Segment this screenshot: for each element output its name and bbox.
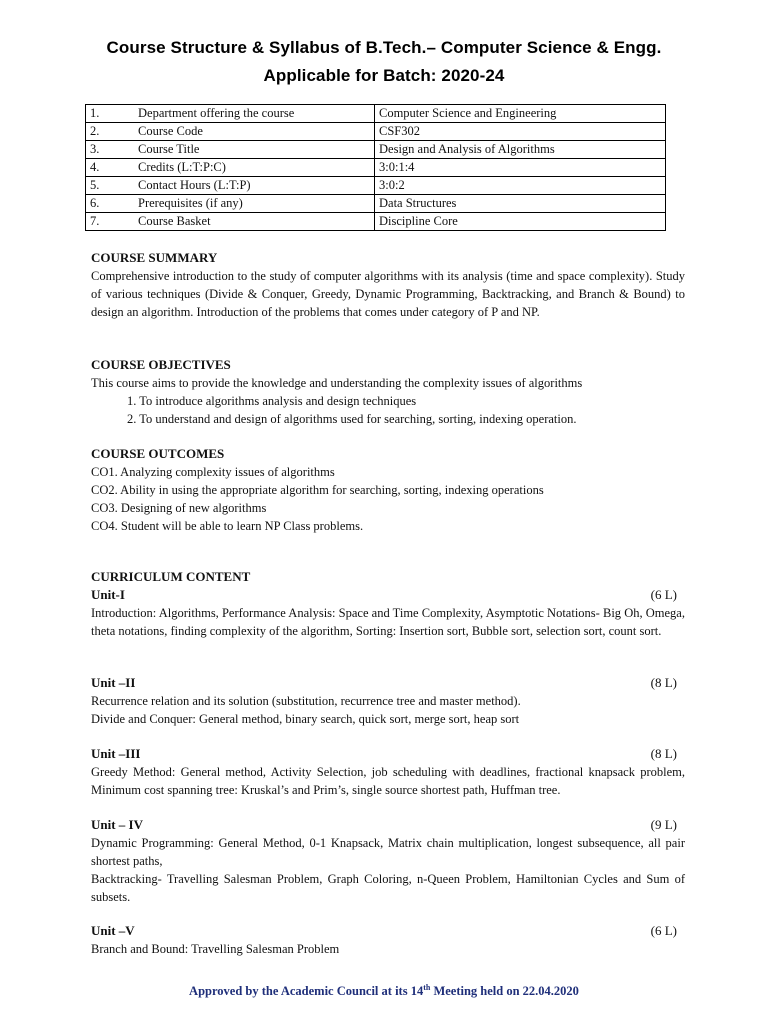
unit-block (91, 586, 685, 640)
curriculum-section (91, 568, 685, 640)
list-item: CO2. Ability in using the appropriate algorithm for searching, sorting, indexing operations (91, 483, 544, 497)
course-info-table (85, 104, 666, 231)
row-value: Data Structures (375, 195, 666, 213)
unit-text: Recurrence relation and its solution (substitution, recurrence tree and master method). (91, 694, 521, 708)
unit-hours: (6 L) (650, 587, 677, 602)
unit-header (91, 586, 685, 604)
unit-header (91, 816, 685, 834)
row-key: Course Title (134, 141, 375, 159)
row-number: 3. (86, 141, 135, 159)
unit-text: Introduction: Algorithms, Performance Analysis: Space and Time Complexity, Asymptotic Notations- Big Oh, Omega, theta notations, finding complexity of the algorithm, Sorting: Insertion sort, Bubble sort, selection sort, count sort. (91, 606, 685, 638)
footer-superscript: th (423, 983, 431, 992)
unit-title: Unit –III (91, 746, 141, 761)
course-objectives-section (91, 356, 685, 428)
row-value: Design and Analysis of Algorithms (375, 141, 666, 159)
table-row (86, 123, 666, 141)
course-summary-section (91, 249, 685, 321)
unit-block (91, 674, 685, 728)
unit-text: Branch and Bound: Travelling Salesman Problem (91, 942, 340, 956)
row-number: 6. (86, 195, 135, 213)
unit-title: Unit – IV (91, 817, 144, 832)
unit-text: Divide and Conquer: General method, binary search, quick sort, merge sort, heap sort (91, 712, 520, 726)
list-item: 2. To understand and design of algorithms used for searching, sorting, indexing operation. (127, 412, 577, 426)
unit-block (91, 745, 685, 799)
unit-title: Unit –II (91, 675, 136, 690)
row-key: Course Basket (134, 213, 375, 231)
approval-footer (0, 983, 768, 999)
table-row (86, 159, 666, 177)
summary-text: Comprehensive introduction to the study of computer algorithms with its analysis (time and space complexity). Study of various techniques (Divide & Conquer, Greedy, Dynamic Programming, Backtracking, and Branch & Bound) to design an algorithm. Introduction of the problems that comes under category of P and NP. (91, 269, 685, 319)
section-heading: COURSE SUMMARY (91, 250, 218, 265)
table-row (86, 213, 666, 231)
row-key: Credits (L:T:P:C) (134, 159, 375, 177)
section-heading: COURSE OBJECTIVES (91, 357, 231, 372)
page-title: Course Structure & Syllabus of B.Tech.– Computer Science & Engg. (106, 38, 662, 57)
row-number: 1. (86, 105, 135, 123)
row-number: 4. (86, 159, 135, 177)
unit-text: Greedy Method: General method, Activity Selection, job scheduling with deadlines, fractional knapsack problem, Minimum cost spanning tree: Kruskal’s and Prim’s, single source shortest path, Huffman tree. (91, 765, 685, 797)
row-key: Contact Hours (L:T:P) (134, 177, 375, 195)
row-key: Department offering the course (134, 105, 375, 123)
row-value: Computer Science and Engineering (375, 105, 666, 123)
row-key: Course Code (134, 123, 375, 141)
list-item: CO3. Designing of new algorithms (91, 501, 267, 515)
unit-title: Unit –V (91, 923, 135, 938)
table-row (86, 141, 666, 159)
unit-title: Unit-I (91, 587, 125, 602)
unit-block (91, 816, 685, 906)
row-value: 3:0:2 (375, 177, 666, 195)
row-number: 7. (86, 213, 135, 231)
table-row (86, 177, 666, 195)
course-outcomes-section (91, 445, 685, 535)
table-row (86, 105, 666, 123)
list-item: CO1. Analyzing complexity issues of algorithms (91, 465, 335, 479)
row-value: CSF302 (375, 123, 666, 141)
unit-hours: (8 L) (650, 675, 677, 690)
table-row (86, 195, 666, 213)
row-value: 3:0:1:4 (375, 159, 666, 177)
list-item: CO4. Student will be able to learn NP Class problems. (91, 519, 364, 533)
footer-text-end: Meeting held on 22.04.2020 (430, 984, 579, 999)
unit-hours: (9 L) (650, 817, 677, 832)
unit-hours: (8 L) (650, 746, 677, 761)
row-key: Prerequisites (if any) (134, 195, 375, 213)
row-number: 5. (86, 177, 135, 195)
footer-text: Approved by the Academic Council at its 14 (189, 984, 424, 999)
unit-text: Backtracking- Travelling Salesman Problem, Graph Coloring, n-Queen Problem, Hamiltonian Cycles and Sum of subsets. (91, 872, 685, 904)
section-heading: CURRICULUM CONTENT (91, 569, 251, 584)
unit-header (91, 922, 685, 940)
unit-hours: (6 L) (650, 923, 677, 938)
section-heading: COURSE OUTCOMES (91, 446, 225, 461)
unit-header (91, 674, 685, 692)
objectives-intro: This course aims to provide the knowledge and understanding the complexity issues of algorithms (91, 376, 583, 390)
list-item: 1. To introduce algorithms analysis and design techniques (127, 394, 417, 408)
unit-block (91, 922, 685, 958)
row-number: 2. (86, 123, 135, 141)
unit-header (91, 745, 685, 763)
row-value: Discipline Core (375, 213, 666, 231)
page-subtitle: Applicable for Batch: 2020-24 (263, 66, 505, 85)
unit-text: Dynamic Programming: General Method, 0-1 Knapsack, Matrix chain multiplication, longest subsequence, all pair shortest paths, (91, 836, 685, 868)
